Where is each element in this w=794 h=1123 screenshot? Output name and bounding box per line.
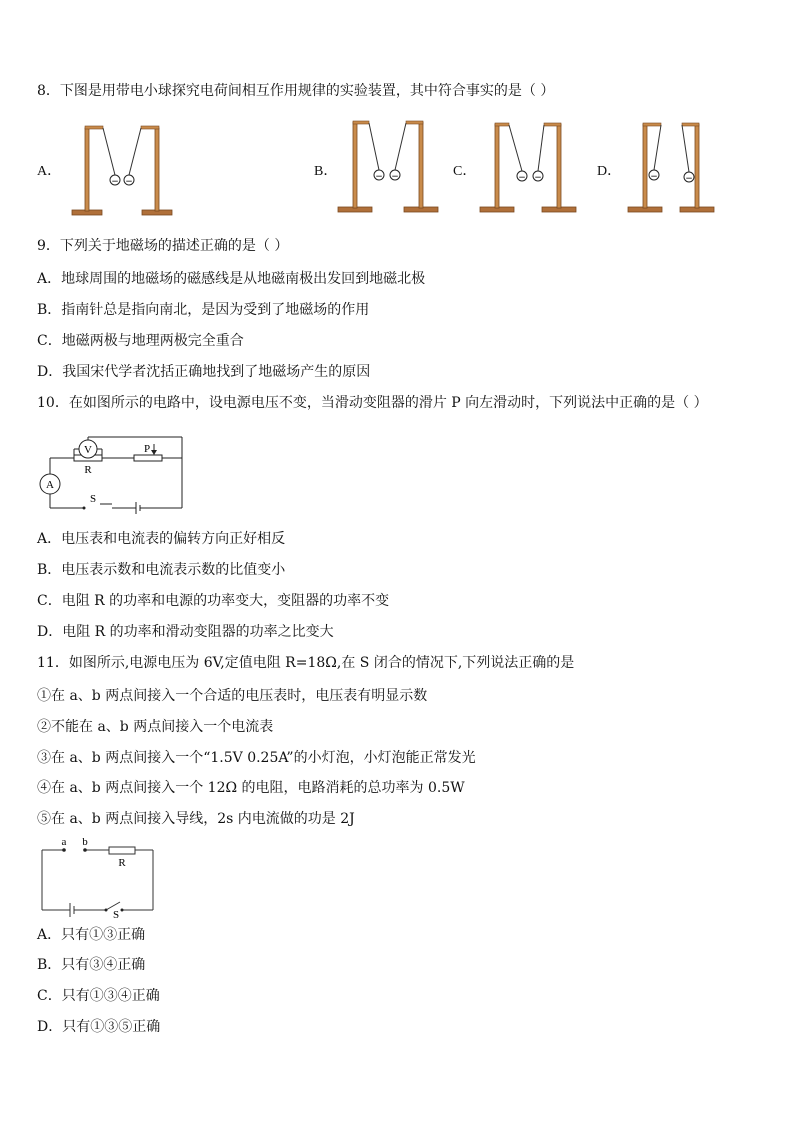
switch-label: S: [89, 493, 97, 505]
q11-statement-1: ①在 a、b 两点间接入一个合适的电压表时，电压表有明显示数: [37, 688, 428, 704]
charge-sign: −: [375, 172, 383, 182]
q11-statement-2: ②不能在 a、b 两点间接入一个电流表: [37, 719, 274, 735]
q8-diagram-c: [478, 118, 578, 218]
q9-option-c[interactable]: C．地磁两极与地理两极完全重合: [37, 333, 244, 349]
slider-label: P: [143, 443, 151, 455]
q10-circuit-diagram: [36, 426, 188, 518]
q11-statement-4: ④在 a、b 两点间接入一个 12Ω 的电阻，电路消耗的总功率为 0.5W: [37, 780, 465, 796]
switch-label: S: [112, 909, 120, 921]
q8-diagram-b: [336, 118, 440, 218]
q11-statement-5: ⑤在 a、b 两点间接入导线，2s 内电流做的功是 2J: [37, 811, 355, 827]
resistor-label: R: [84, 464, 92, 476]
q11-statement-3: ③在 a、b 两点间接入一个“1.5V 0.25A”的小灯泡，小灯泡能正常发光: [37, 750, 476, 766]
q11-stem: 11．如图所示,电源电压为 6V,定值电阻 R=18Ω,在 S 闭合的情况下,下列说法正确的是: [37, 655, 575, 671]
q8-option-a-label[interactable]: A．: [37, 164, 62, 179]
charge-sign: −: [111, 177, 119, 187]
charge-sign: −: [534, 173, 542, 183]
q10-option-a[interactable]: A．电压表和电流表的偏转方向正好相反: [37, 531, 286, 547]
q8-option-d-label[interactable]: D．: [597, 164, 622, 179]
voltmeter-label: V: [84, 444, 92, 456]
q10-option-b[interactable]: B．电压表示数和电流表示数的比值变小: [37, 562, 286, 578]
charge-sign: −: [391, 172, 399, 182]
charge-sign: −: [518, 173, 526, 183]
q9-stem: 9．下列关于地磁场的描述正确的是（ ）: [37, 238, 289, 254]
q11-option-d[interactable]: D．只有①③⑤正确: [37, 1019, 161, 1035]
q8-option-c-label[interactable]: C．: [453, 164, 477, 179]
q8-stem: 8．下图是用带电小球探究电荷间相互作用规律的实验装置，其中符合事实的是（ ）: [37, 83, 555, 99]
q9-option-d[interactable]: D．我国宋代学者沈括正确地找到了地磁场产生的原因: [37, 364, 371, 380]
q8-diagram-d: [626, 118, 718, 218]
slider-arrow-icon: [151, 450, 157, 455]
point-a-label: a: [61, 836, 67, 848]
q10-option-c[interactable]: C．电阻 R 的功率和电源的功率变大，变阻器的功率不变: [37, 593, 390, 609]
charge-sign: −: [685, 174, 693, 184]
point-b-label: b: [82, 836, 88, 848]
q11-circuit-diagram: [38, 838, 158, 920]
ammeter-label: A: [46, 479, 54, 491]
q10-option-d[interactable]: D．电阻 R 的功率和滑动变阻器的功率之比变大: [37, 624, 334, 640]
q8-option-b-label[interactable]: B．: [314, 164, 338, 179]
q9-option-b[interactable]: B．指南针总是指向南北，是因为受到了地磁场的作用: [37, 302, 370, 318]
q9-option-a[interactable]: A．地球周围的地磁场的磁感线是从地磁南极出发回到地磁北极: [37, 271, 426, 287]
charge-sign: −: [125, 177, 133, 187]
q11-option-b[interactable]: B．只有③④正确: [37, 957, 146, 973]
q11-option-c[interactable]: C．只有①③④正确: [37, 988, 160, 1004]
charge-sign: −: [650, 172, 658, 182]
resistor-label: R: [118, 857, 126, 869]
q11-option-a[interactable]: A．只有①③正确: [37, 927, 146, 943]
q8-diagram-a: [70, 122, 176, 218]
q10-stem: 10．在如图所示的电路中，设电源电压不变，当滑动变阻器的滑片 P 向左滑动时，下列说法中正确的是（ ）: [37, 395, 708, 411]
